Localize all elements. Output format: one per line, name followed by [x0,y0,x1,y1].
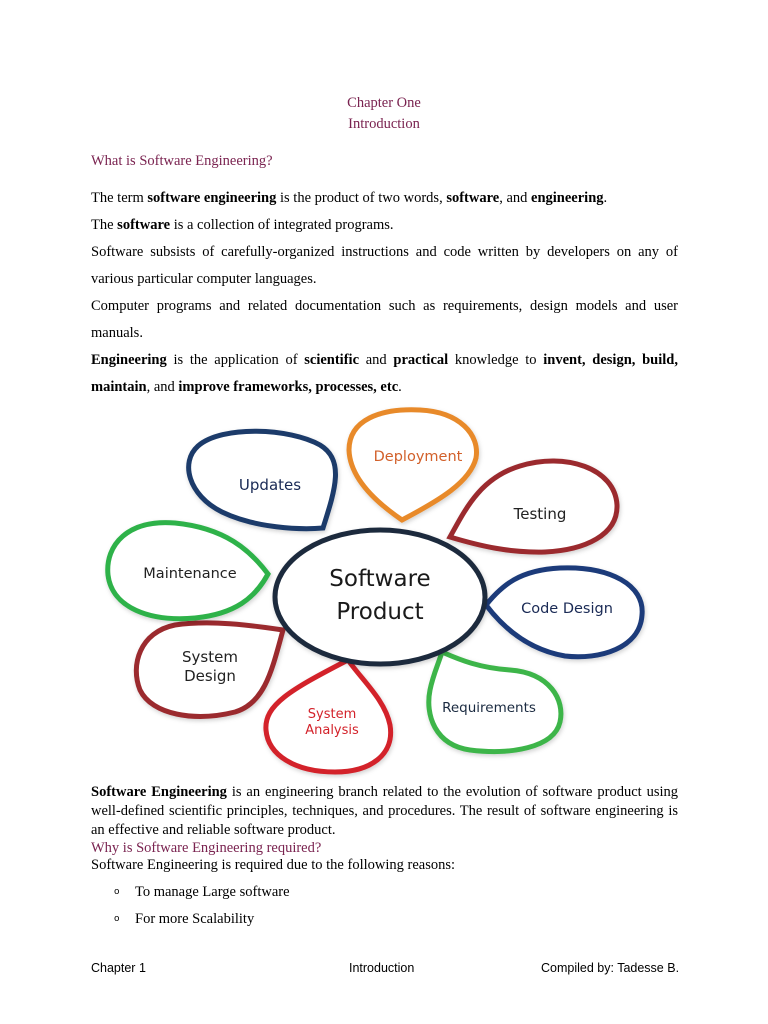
bullet-marker: o [114,887,120,897]
footer-left: Chapter 1 [91,961,146,975]
petal-testing [450,461,617,552]
petal-system-design [136,623,283,716]
definition-line: The term software engineering is the product of two words, software, and engineering. [91,190,608,206]
section-heading-what-is-se: What is Software Engineering? [91,153,273,169]
petal-requirements-label: Requirements [442,700,536,716]
software-definition-line: The software is a collection of integrated programs. [91,217,394,233]
footer-right: Compiled by: Tadesse B. [541,961,680,975]
petal-system-design-label-line1: System [182,648,238,666]
reasons-intro: Software Engineering is required due to the following reasons: [91,857,456,873]
petal-code-design-label: Code Design [521,601,613,617]
chapter-title: Introduction [348,116,420,132]
se-definition-paragraph: Software Engineering is an engineering branch related to the evolution of software product using well-defined scientific principles, techniques, and procedures. The result of software engineering is an effective and reliable software product. [91,784,678,838]
petal-system-analysis-label-line1: System [307,707,357,722]
list-item [114,884,290,901]
petal-system-analysis-label-line2: Analysis [305,723,359,738]
petal-deployment [349,410,477,520]
center-hub [275,530,485,664]
petal-updates-label: Updates [238,476,302,494]
petal-requirements [429,652,561,752]
footer-center: Introduction [349,961,415,975]
petal-system-design-label-line2: Design [184,667,236,685]
list-item-text: For more Scalability [135,911,255,927]
petal-maintenance [108,523,268,619]
petal-maintenance-label: Maintenance [143,566,237,582]
section-heading-why-se: Why is Software Engineering required? [91,840,322,856]
petal-updates [189,431,336,528]
bullet-marker: o [114,914,120,924]
engineering-definition-line: Engineering is the application of scientific and practical knowledge to invent, design, build, maintain, and improve frameworks, processes, etc. [91,352,678,395]
computer-programs-line: Computer programs and related documentation such as requirements, design models and user manuals. [91,298,678,341]
petal-code-design [486,568,642,657]
petal-system-analysis [266,660,391,772]
petal-deployment-label: Deployment [373,449,463,465]
list-item-text: To manage Large software [135,884,290,900]
center-hub-shape [275,530,485,664]
chapter-label: Chapter One [347,95,421,111]
petal-testing-label: Testing [513,505,567,523]
center-hub-label-line1: Software [329,566,431,592]
center-hub-label-line2: Product [336,599,424,625]
software-subsists-line: Software subsists of carefully-organized instructions and code written by developers on any of various particular computer languages. [91,244,678,287]
list-item [114,911,254,928]
